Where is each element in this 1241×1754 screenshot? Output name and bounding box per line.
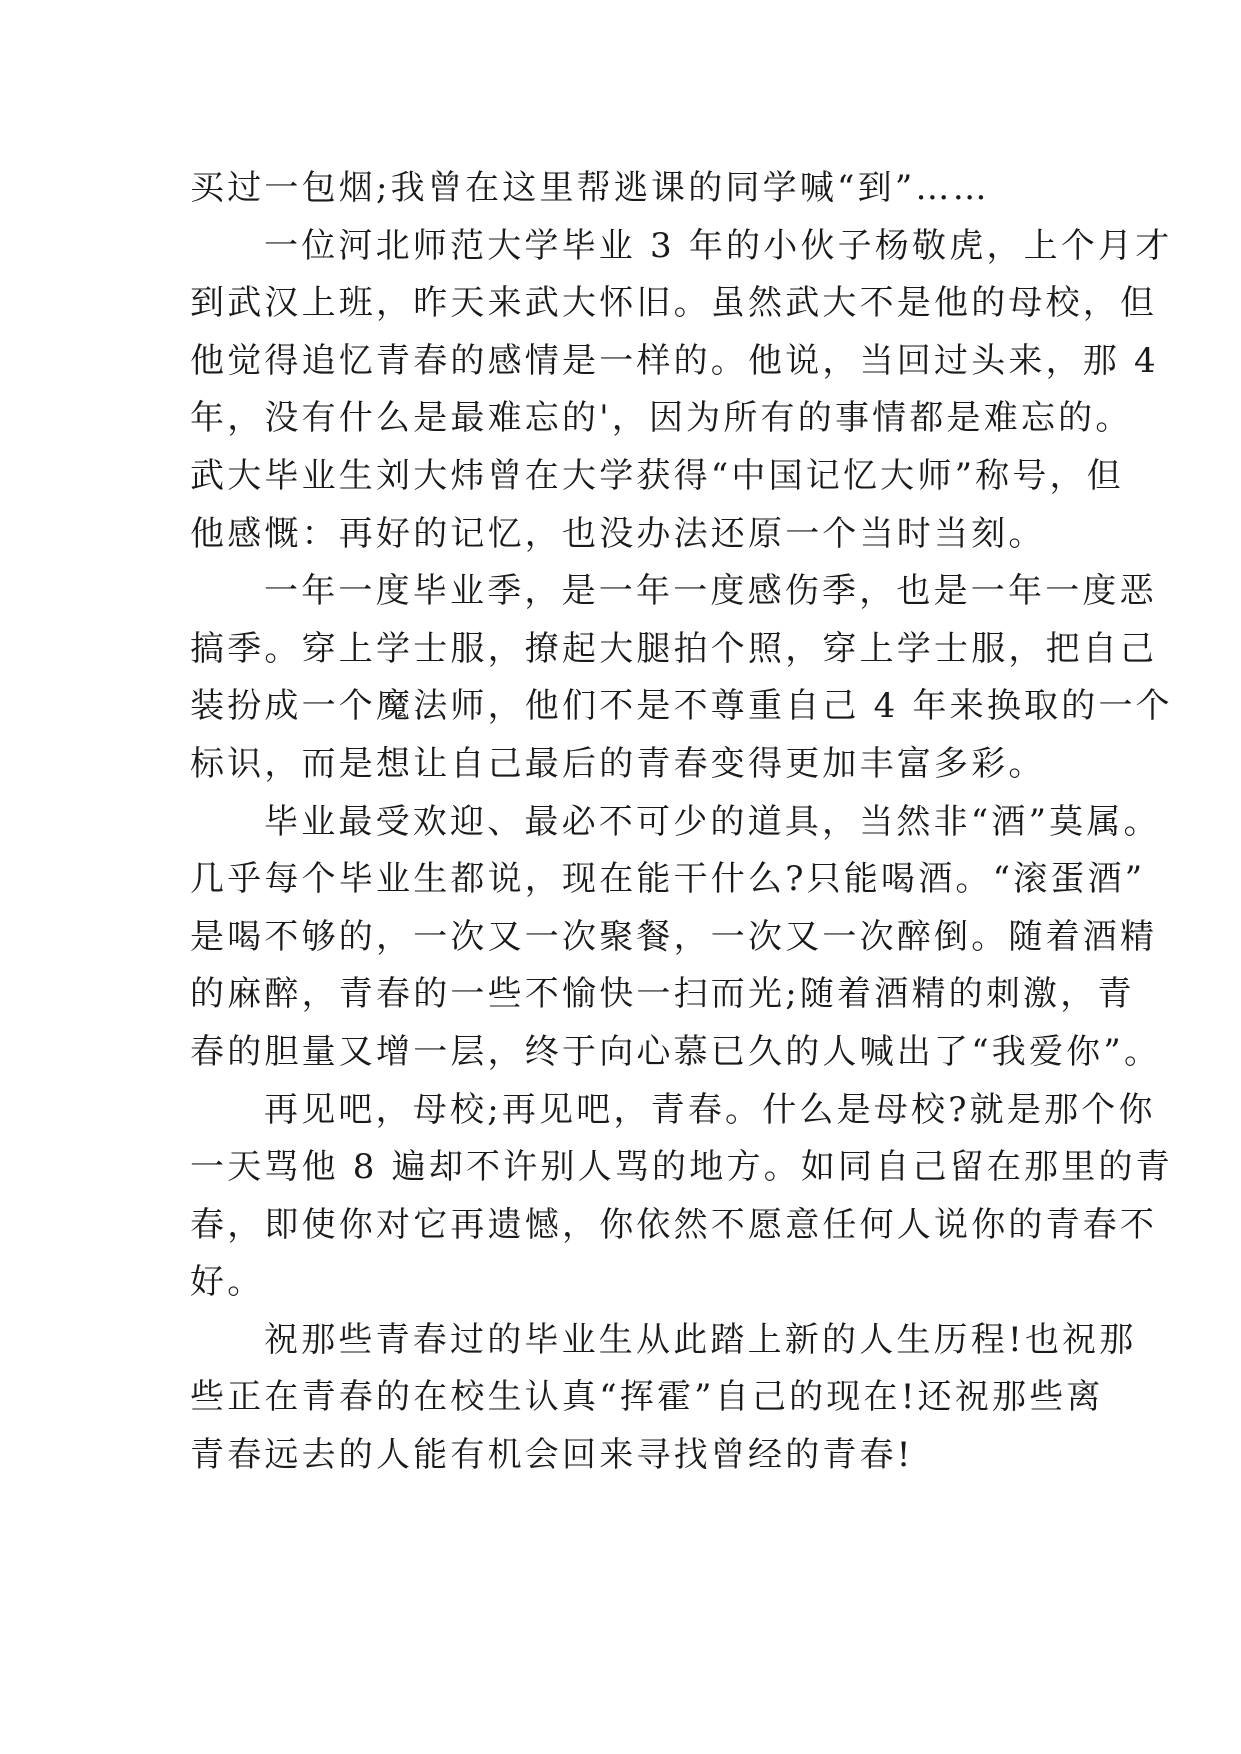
text-line: 的麻醉，青春的一些不愉快一扫而光;随着酒精的刺激，青 xyxy=(190,974,1135,1015)
paragraph-start-line: 再见吧，母校;再见吧，青春。什么是母校?就是那个你 xyxy=(264,1089,1156,1130)
text-line: 他觉得追忆青春的感情是一样的。他说，当回过头来，那 4 xyxy=(190,340,1159,381)
text-line: 些正在青春的在校生认真“挥霍”自己的现在!还祝那些离 xyxy=(190,1377,1104,1418)
text-line: 春的胆量又增一层，终于向心慕已久的人喊出了“我爱你”。 xyxy=(190,1031,1162,1072)
text-line: 青春远去的人能有机会回来寻找曾经的青春! xyxy=(190,1435,914,1476)
text-line: 武大毕业生刘大炜曾在大学获得“中国记忆大师”称号，但 xyxy=(190,455,1124,496)
text-line: 一天骂他 8 遍却不许别人骂的地方。如同自己留在那里的青 xyxy=(190,1147,1173,1188)
paragraph-start-line: 祝那些青春过的毕业生从此踏上新的人生历程!也祝那 xyxy=(264,1319,1137,1360)
text-line: 搞季。穿上学士服，撩起大腿拍个照，穿上学士服，把自己 xyxy=(190,628,1158,669)
text-line: 标识，而是想让自己最后的青春变得更加丰富多彩。 xyxy=(190,743,1046,784)
text-line: 是喝不够的，一次又一次聚餐，一次又一次醉倒。随着酒精 xyxy=(190,916,1158,957)
text-line: 买过一包烟;我曾在这里帮逃课的同学喊“到”…… xyxy=(190,168,990,208)
text-line: 他感慨：再好的记忆，也没办法还原一个当时当刻。 xyxy=(190,513,1046,554)
body-text xyxy=(190,160,1173,1485)
text-line: 装扮成一个魔法师，他们不是不尊重自己 4 年来换取的一个 xyxy=(190,686,1173,727)
text-line: 年，没有什么是最难忘的'，因为所有的事情都是难忘的。 xyxy=(190,398,1133,439)
paragraph-start-line: 毕业最受欢迎、最必不可少的道具，当然非“酒”莫属。 xyxy=(264,801,1161,842)
text-line: 几乎每个毕业生都说，现在能干什么?只能喝酒。“滚蛋酒” xyxy=(190,859,1146,900)
text-line: 春，即使你对它再遗憾，你依然不愿意任何人说你的青春不 xyxy=(190,1204,1158,1245)
text-line: 好。 xyxy=(190,1262,265,1303)
text-line: 到武汉上班，昨天来武大怀旧。虽然武大不是他的母校，但 xyxy=(190,283,1158,324)
paragraph-start-line: 一年一度毕业季，是一年一度感伤季，也是一年一度恶 xyxy=(264,571,1157,612)
paragraph-start-line: 一位河北师范大学毕业 3 年的小伙子杨敬虎，上个月才 xyxy=(264,225,1173,266)
